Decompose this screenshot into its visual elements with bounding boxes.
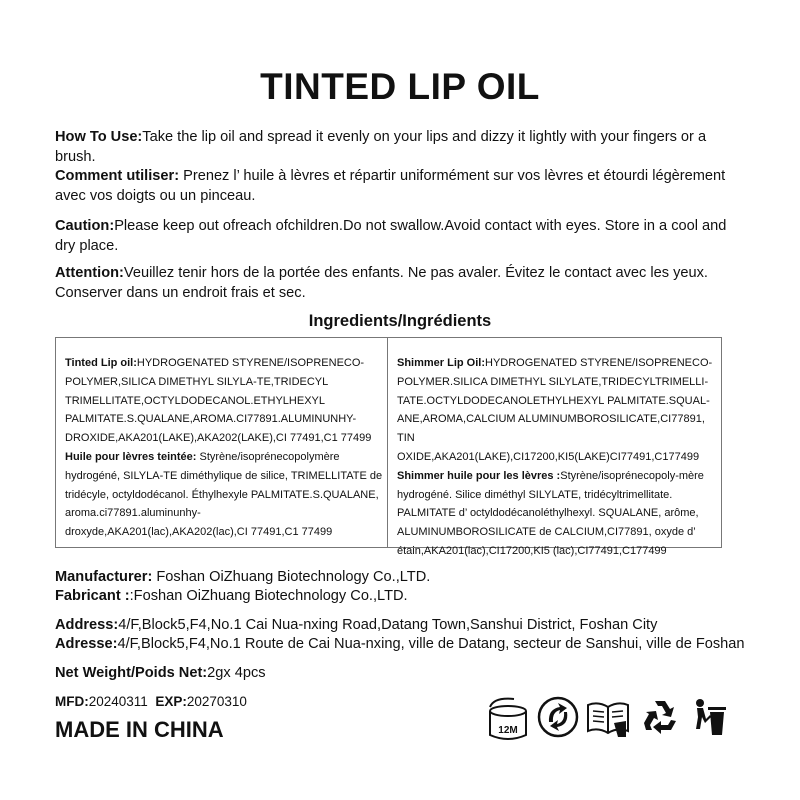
recycle-arrows-icon xyxy=(536,695,580,739)
manufacturer-section xyxy=(55,568,430,606)
made-in-china: MADE IN CHINA xyxy=(55,717,224,742)
mfd-label: MFD: xyxy=(55,694,89,709)
manufacturer-label: Manufacturer: xyxy=(55,569,153,585)
tinted-ingredients-column xyxy=(65,354,383,542)
fabricant-label: Fabricant : xyxy=(55,588,130,604)
period-after-opening-icon xyxy=(484,695,532,745)
caution-section xyxy=(55,217,745,256)
caution-text: Please keep out ofreach ofchildren.Do not swallow.Avoid contact with eyes. Store in a cool and dry place. xyxy=(55,218,727,254)
how-to-use-section xyxy=(55,128,745,206)
pao-label: 12M xyxy=(498,725,518,736)
page-title: TINTED LIP OIL xyxy=(260,66,540,107)
ingredients-title: Ingredients/Ingrédients xyxy=(308,312,492,330)
shimmer-text: HYDROGENATED STYRENE/ISOPRENECO-POLYMER.SILICA DIMETHYL SILYLATE,TRIDECYLTRIMELLI-TATE.OCTYLDODECANOLETHYLHEXYL PALMITATE.SQUAL-ANE,AROMA,CALCIUM ALUMINUMBOROSILICATE,CI77891, TIN OXIDE,AKA201(LAKE),CI17200,KI5(LAKE)CI77491,C177499 xyxy=(397,357,713,463)
comment-utiliser-text: Prenez l’ huile à lèvres et répartir uniformément sur vos lèvres et étourdi légèrement avec vos doigts ou un pinceau. xyxy=(55,168,726,204)
shimmer-fr-text: Styrène/isoprénecopoly-mère hydrogéné. Silice diméthyl SILYLATE, tridécyltrimellitate. PALMITATE d’ octyldodécanoléthylhexyl. SQUALANE, arôme, ALUMINUMBOROSILICATE de CALCIUM,CI77891, oxyde d’ étain,AKA201(lac),CI17200,KI5 (lac),CI77491,C177499 xyxy=(397,469,704,557)
caution-label: Caution: xyxy=(55,218,115,234)
tinted-fr-label: Huile pour lèvres teintée: xyxy=(65,450,197,463)
manufacturer-text: Foshan OiZhuang Biotechnology Co.,LTD. xyxy=(152,569,431,585)
fabricant-text: :Foshan OiZhuang Biotechnology Co.,LTD. xyxy=(129,588,408,604)
address-section xyxy=(55,616,755,654)
exp-value: 20270310 xyxy=(186,694,247,709)
mobius-recycle-icon xyxy=(638,695,682,739)
shimmer-label: Shimmer Lip Oil: xyxy=(397,357,486,369)
dispose-in-bin-icon xyxy=(688,695,732,739)
read-instructions-icon xyxy=(584,695,632,739)
shimmer-ingredients-column xyxy=(397,354,715,561)
address-text: 4/F,Block5,F4,No.1 Cai Nua-nxing Road,Datang Town,Sanshui District, Foshan City xyxy=(118,617,658,633)
ingredients-table xyxy=(55,337,722,557)
attention-text: Veuillez tenir hors de la portée des enfants. Ne pas avaler. Évitez le contact avec les yeux. Conserver dans un endroit frais et sec. xyxy=(55,265,708,301)
net-weight-label: Net Weight/Poids Net: xyxy=(55,665,208,681)
adresse-label: Adresse: xyxy=(55,636,118,652)
attention-section xyxy=(55,264,745,303)
mfd-value: 20240311 xyxy=(88,694,148,709)
symbol-row xyxy=(484,695,734,745)
adresse-text: 4/F,Block5,F4,No.1 Route de Cai Nua-nxing, ville de Datang, secteur de Sanshui, ville de Foshan xyxy=(117,636,745,652)
tinted-fr-text: Styrène/isoprénecopolymère hydrogéné, SILYLA-TE diméthylique de silice, TRIMELLITATE de tridécyle, octyldodécanol. Éthylhexyle PALMITATE.S.QUALANE, aroma.ci77891.aluminunhy-droxyde,AKA201(lac),AKA202(lac),CI 77491,C1 77499 xyxy=(65,450,383,539)
dates-line xyxy=(55,692,247,711)
how-to-use-label: How To Use: xyxy=(55,129,143,145)
tinted-text: HYDROGENATED STYRENE/ISOPRENECO-POLYMER,SILICA DIMETHYL SILYLA-TE,TRIDECYL TRIMELLITATE,OCTYLDODECANOL.ETHYLHEXYL PALMITATE.S.QUALANE,AROMA.CI77891.ALUMINUNHY-DROXIDE,AKA201(LAKE),AKA202(LAKE),CI 77491,C1 77499 xyxy=(65,357,372,445)
how-to-use-text: Take the lip oil and spread it evenly on your lips and dizzy it lightly with your fingers or a brush. xyxy=(55,129,707,165)
address-label: Address: xyxy=(55,617,119,633)
net-weight-line xyxy=(55,664,266,683)
ingredients-divider xyxy=(387,338,388,547)
comment-utiliser-label: Comment utiliser: xyxy=(55,168,180,184)
attention-label: Attention: xyxy=(55,265,124,281)
exp-label: EXP: xyxy=(155,694,187,709)
net-weight-value: 2gx 4pcs xyxy=(207,665,266,681)
tinted-label: Tinted Lip oil: xyxy=(65,357,137,369)
shimmer-fr-label: Shimmer huile pour les lèvres : xyxy=(397,469,561,482)
